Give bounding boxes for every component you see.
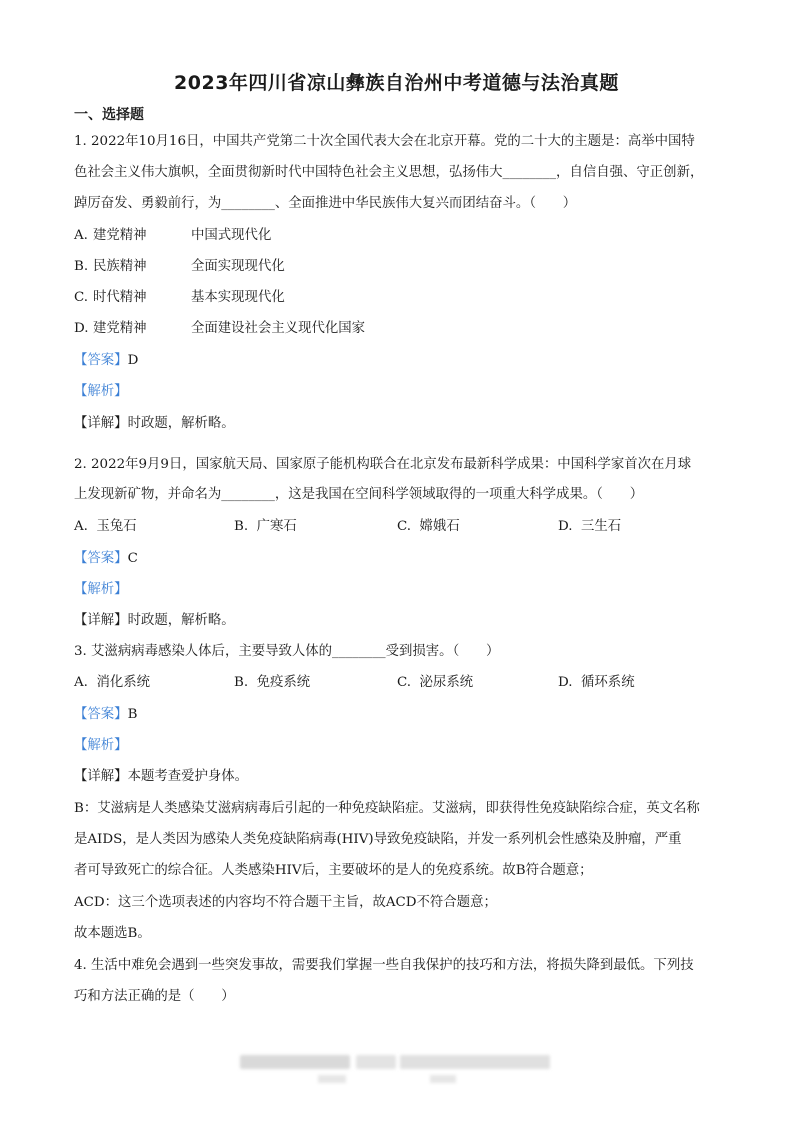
- q1-option-d-letter: D.: [74, 321, 89, 336]
- q1-analysis: [74, 382, 128, 402]
- q1-option-b-letter: B.: [74, 259, 89, 274]
- q3-option-d: [558, 673, 635, 693]
- analysis-tag: 【解析】: [74, 582, 128, 597]
- q1-option-d-text2: 全面建设社会主义现代化国家: [191, 321, 366, 336]
- q3-detail: [74, 767, 248, 787]
- option-letter: D.: [558, 519, 573, 534]
- option-letter: A.: [74, 675, 88, 690]
- answer-tag: 【答案】: [74, 551, 128, 566]
- q3-explanation-line4: ACD：这三个选项表述的内容均不符合题干主旨，故ACD不符合题意；: [74, 895, 497, 910]
- q1-option-a-text1: 建党精神: [93, 228, 147, 243]
- detail-tag: 【详解】: [74, 769, 128, 784]
- analysis-tag: 【解析】: [74, 384, 128, 399]
- option-letter: D.: [558, 675, 573, 690]
- q1-text-line1: 1. 2022年10月16日，中国共产党第二十次全国代表大会在北京开幕。党的二十大的主题是：高举中国特: [74, 134, 695, 149]
- option-text: 消化系统: [96, 675, 151, 690]
- q1-detail: [74, 414, 235, 434]
- q1-option-c-text1: 时代精神: [93, 290, 147, 305]
- q1-option-b-text2: 全面实现现代化: [191, 259, 285, 274]
- q1-option-a-letter: A.: [74, 228, 88, 243]
- q3-option-a: [74, 673, 150, 693]
- option-text: 嫦娥石: [419, 519, 460, 534]
- section-heading: 一、选择题: [74, 107, 144, 123]
- page-title: 2023年四川省凉山彝族自治州中考道德与法治真题: [174, 72, 619, 94]
- option-text: 免疫系统: [256, 675, 311, 690]
- answer-value: B: [127, 707, 138, 722]
- detail-tag: 【详解】: [74, 613, 128, 628]
- answer-value: D: [127, 353, 139, 368]
- q1-option-d-text1: 建党精神: [93, 321, 147, 336]
- q2-detail: [74, 611, 235, 631]
- q1-option-b-text1: 民族精神: [93, 259, 147, 274]
- option-text: 玉兔石: [96, 519, 137, 534]
- option-letter: C.: [397, 675, 412, 690]
- option-text: 广寒石: [256, 519, 297, 534]
- q2-text-line2: 上发现新矿物，并命名为________，这是我国在空间科学领域取得的一项重大科学成果。（ ）: [74, 487, 644, 502]
- option-letter: B.: [234, 675, 249, 690]
- q2-option-a: [74, 517, 137, 537]
- q1-text-line3: 踔厉奋发、勇毅前行，为________、全面推进中华民族伟大复兴而团结奋斗。（ ）: [74, 196, 577, 211]
- q3-explanation-line1: B：艾滋病是人类感染艾滋病病毒后引起的一种免疫缺陷症。艾滋病，即获得性免疫缺陷综合症，英文名称: [74, 801, 700, 816]
- detail-text: 时政题，解析略。: [127, 613, 235, 628]
- detail-text: 时政题，解析略。: [127, 416, 235, 431]
- q3-explanation-line2: 是AIDS，是人类因为感染人类免疫缺陷病毒(HIV)导致免疫缺陷，并发一系列机会性感染及肿瘤，严重: [74, 832, 682, 847]
- detail-tag: 【详解】: [74, 416, 128, 431]
- q1-option-a-text2: 中国式现代化: [191, 228, 272, 243]
- option-text: 泌尿系统: [419, 675, 474, 690]
- q2-text-line1: 2. 2022年9月9日，国家航天局、国家原子能机构联合在北京发布最新科学成果：中国科学家首次在月球: [74, 457, 692, 472]
- q1-option-c-letter: C.: [74, 290, 89, 305]
- q2-option-b: [234, 517, 297, 537]
- answer-tag: 【答案】: [74, 353, 128, 368]
- option-text: 三生石: [581, 519, 622, 534]
- q3-answer: [74, 705, 137, 725]
- q4-text-line1: 4. 生活中难免会遇到一些突发事故，需要我们掌握一些自我保护的技巧和方法，将损失降到最低。下列技: [74, 958, 694, 973]
- option-letter: A.: [74, 519, 88, 534]
- q2-answer: [74, 549, 138, 569]
- q1-option-c-text2: 基本实现现代化: [191, 290, 285, 305]
- answer-value: C: [127, 551, 138, 566]
- q3-text-line1: 3. 艾滋病病毒感染人体后，主要导致人体的________受到损害。（ ）: [74, 644, 500, 659]
- option-text: 循环系统: [581, 675, 635, 690]
- q3-analysis: [74, 736, 128, 756]
- q1-text-line2: 色社会主义伟大旗帜，全面贯彻新时代中国特色社会主义思想，弘扬伟大________，自信自强、守正创新，: [74, 165, 704, 180]
- q3-explanation-line5: 故本题选B。: [74, 926, 151, 941]
- q3-option-c: [397, 673, 473, 693]
- q2-analysis: [74, 580, 128, 600]
- q1-answer: [74, 351, 138, 371]
- option-letter: C.: [397, 519, 412, 534]
- q3-option-b: [234, 673, 310, 693]
- analysis-tag: 【解析】: [74, 738, 128, 753]
- q2-option-c: [397, 517, 460, 537]
- answer-tag: 【答案】: [74, 707, 128, 722]
- q4-text-line2: 巧和方法正确的是（ ）: [74, 989, 235, 1004]
- detail-text: 本题考查爱护身体。: [127, 769, 249, 784]
- q2-option-d: [558, 517, 621, 537]
- option-letter: B.: [234, 519, 249, 534]
- q3-explanation-line3: 者可导致死亡的综合征。人类感染HIV后，主要破坏的是人的免疫系统。故B符合题意；: [74, 863, 593, 878]
